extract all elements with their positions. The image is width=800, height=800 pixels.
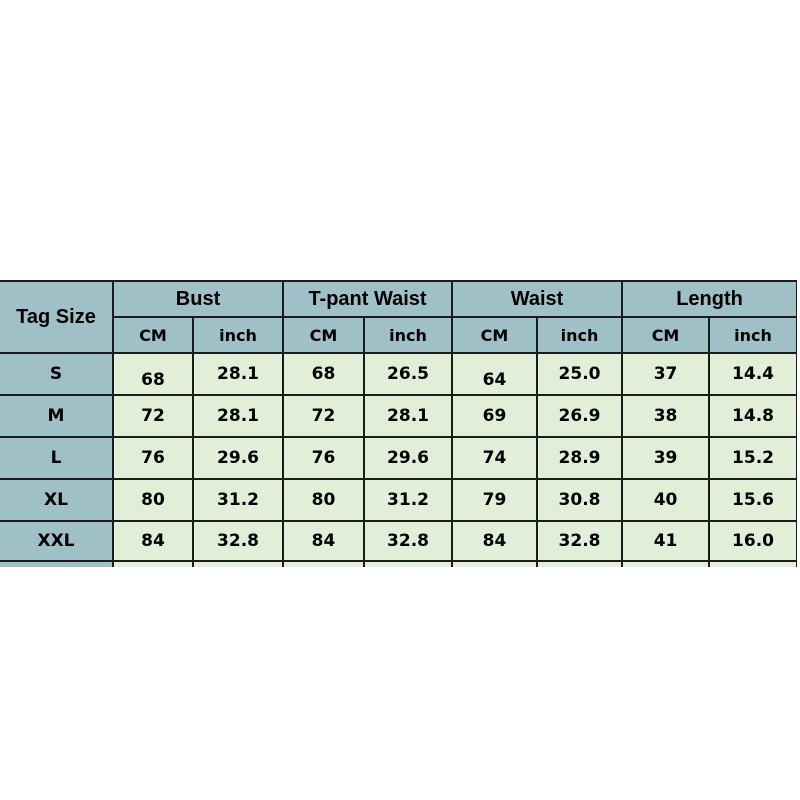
- measurement-cell: 15.6: [709, 479, 797, 521]
- clipped-cell: [283, 561, 364, 567]
- measurement-cell: 30.8: [537, 479, 622, 521]
- measurement-cell: 74: [452, 437, 537, 479]
- measurement-cell: 32.8: [193, 521, 283, 561]
- unit-header-waist-cm: CM: [452, 317, 537, 353]
- unit-header-length-inch: inch: [709, 317, 797, 353]
- measurement-cell: 28.9: [537, 437, 622, 479]
- measurement-cell: 31.2: [364, 479, 452, 521]
- measurement-cell: 69: [452, 395, 537, 437]
- table-row-m: [0, 395, 797, 437]
- group-header-length: Length: [622, 281, 797, 317]
- measurement-cell: 28.1: [193, 353, 283, 395]
- header-row-units: [0, 317, 797, 353]
- clipped-cell: [0, 561, 113, 567]
- measurement-cell: 37: [622, 353, 709, 395]
- unit-header-bust-cm: CM: [113, 317, 193, 353]
- measurement-cell: 84: [113, 521, 193, 561]
- clipped-cell: [193, 561, 283, 567]
- measurement-cell: 28.1: [193, 395, 283, 437]
- measurement-cell: 72: [113, 395, 193, 437]
- clipped-cell: [364, 561, 452, 567]
- measurement-cell: 64: [452, 353, 537, 395]
- clipped-cell: [113, 561, 193, 567]
- size-label: L: [0, 437, 113, 479]
- clipped-cell: [452, 561, 537, 567]
- unit-header-length-cm: CM: [622, 317, 709, 353]
- measurement-cell: 26.5: [364, 353, 452, 395]
- measurement-cell: 14.8: [709, 395, 797, 437]
- size-label: XXL: [0, 521, 113, 561]
- unit-header-waist-inch: inch: [537, 317, 622, 353]
- measurement-cell: 25.0: [537, 353, 622, 395]
- measurement-cell: 26.9: [537, 395, 622, 437]
- size-chart: [0, 280, 797, 567]
- corner-header-tag-size: Tag Size: [0, 281, 113, 353]
- size-label: XL: [0, 479, 113, 521]
- size-chart-table: [0, 280, 797, 567]
- table-row-xl: [0, 479, 797, 521]
- size-label: S: [0, 353, 113, 395]
- measurement-cell: 79: [452, 479, 537, 521]
- clipped-cell: [622, 561, 709, 567]
- measurement-cell: 76: [283, 437, 364, 479]
- measurement-cell: 28.1: [364, 395, 452, 437]
- measurement-cell: 32.8: [364, 521, 452, 561]
- header-row-groups: [0, 281, 797, 317]
- unit-header-tpant-cm: CM: [283, 317, 364, 353]
- measurement-cell: 80: [283, 479, 364, 521]
- table-row-s: [0, 353, 797, 395]
- measurement-cell: 39: [622, 437, 709, 479]
- clipped-cell: [709, 561, 797, 567]
- measurement-cell: 29.6: [193, 437, 283, 479]
- unit-header-bust-inch: inch: [193, 317, 283, 353]
- table-row-clipped: [0, 561, 797, 567]
- measurement-cell: 68: [113, 353, 193, 395]
- measurement-cell: 31.2: [193, 479, 283, 521]
- measurement-cell: 84: [283, 521, 364, 561]
- measurement-cell: 41: [622, 521, 709, 561]
- measurement-cell: 38: [622, 395, 709, 437]
- measurement-cell: 68: [283, 353, 364, 395]
- unit-header-tpant-inch: inch: [364, 317, 452, 353]
- measurement-cell: 32.8: [537, 521, 622, 561]
- measurement-cell: 16.0: [709, 521, 797, 561]
- size-label: M: [0, 395, 113, 437]
- measurement-cell: 80: [113, 479, 193, 521]
- measurement-cell: 76: [113, 437, 193, 479]
- group-header-tpant-waist: T-pant Waist: [283, 281, 452, 317]
- measurement-cell: 72: [283, 395, 364, 437]
- table-row-l: [0, 437, 797, 479]
- measurement-cell: 14.4: [709, 353, 797, 395]
- clipped-cell: [537, 561, 622, 567]
- table-row-xxl: [0, 521, 797, 561]
- group-header-waist: Waist: [452, 281, 622, 317]
- measurement-cell: 84: [452, 521, 537, 561]
- measurement-cell: 29.6: [364, 437, 452, 479]
- group-header-bust: Bust: [113, 281, 283, 317]
- measurement-cell: 40: [622, 479, 709, 521]
- measurement-cell: 15.2: [709, 437, 797, 479]
